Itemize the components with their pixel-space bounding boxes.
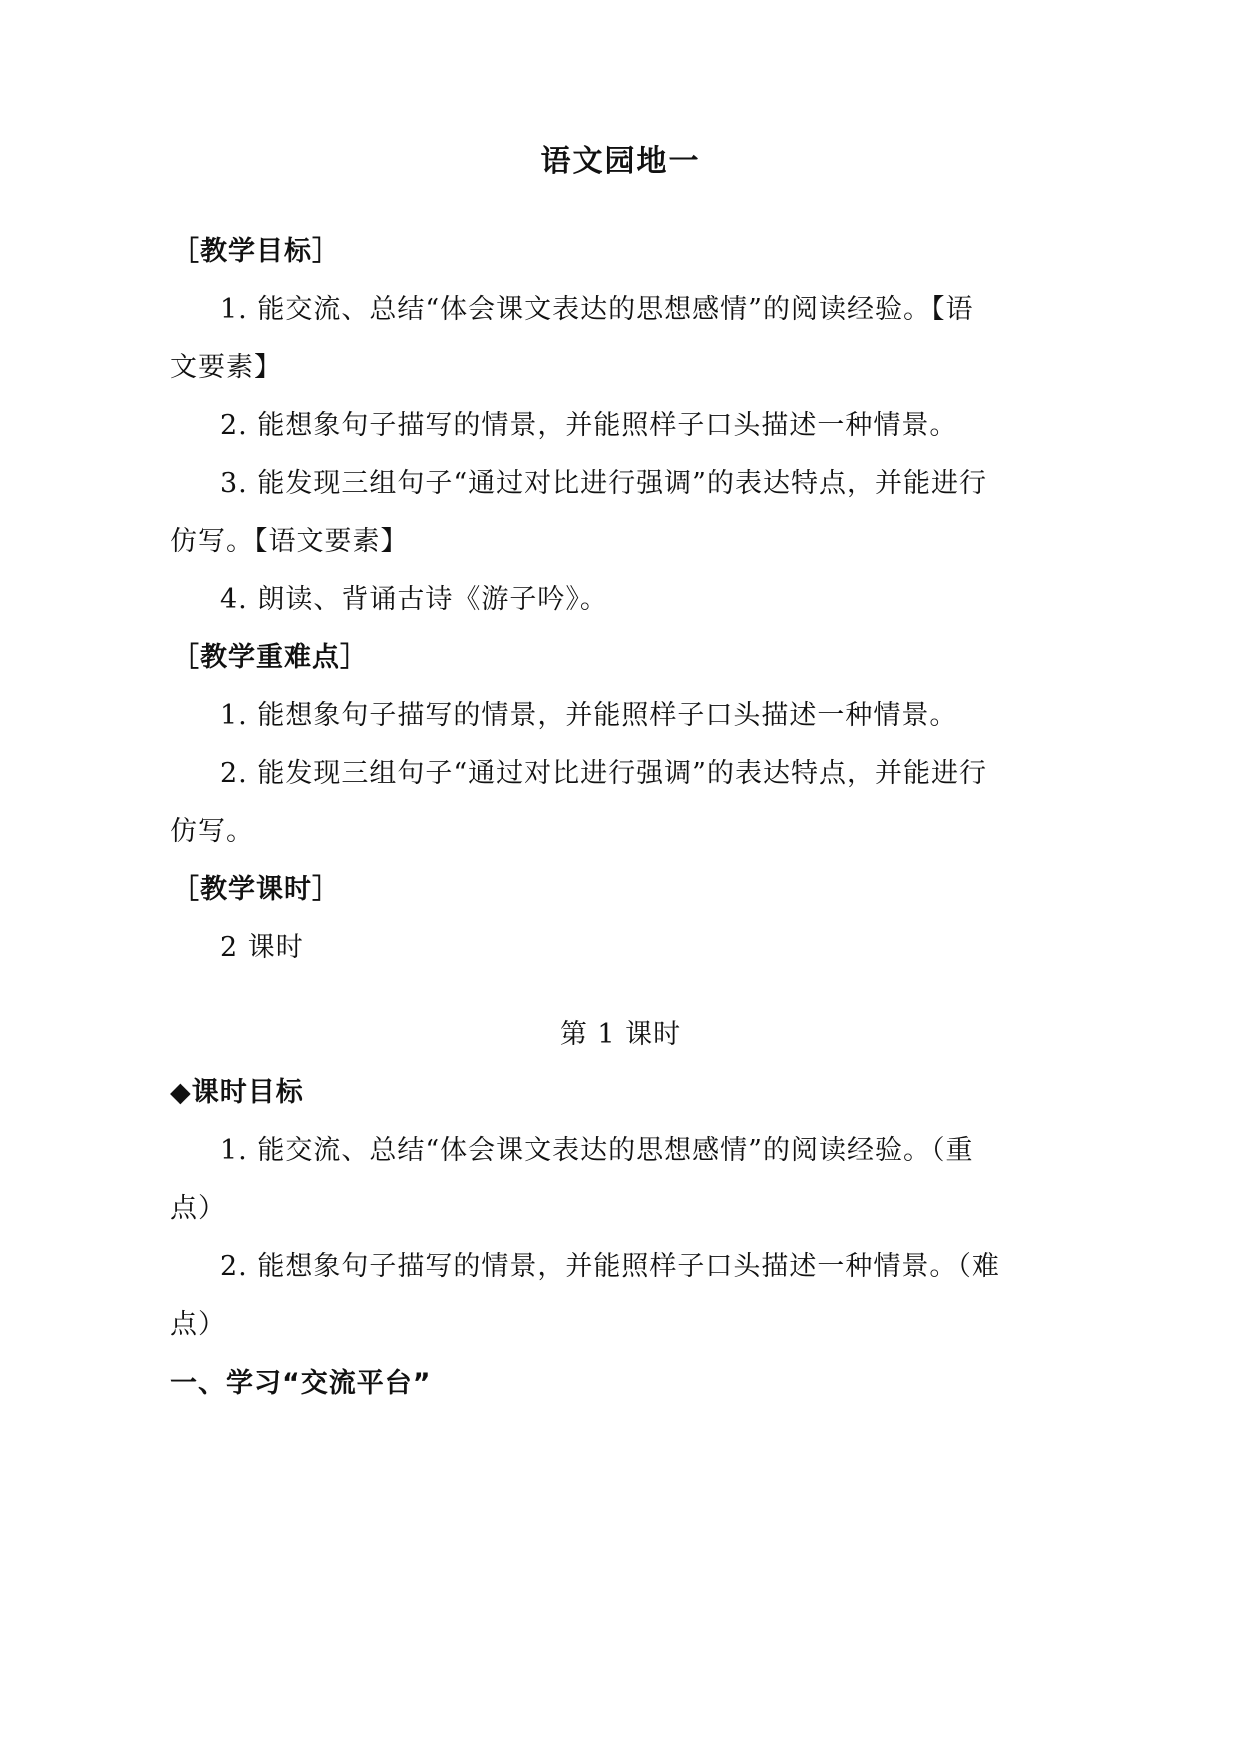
teaching-goals-heading: ［教学目标］ [172, 236, 340, 267]
class-hours-heading: ［教学课时］ [172, 874, 340, 905]
key-points-heading: ［教学重难点］ [172, 642, 368, 673]
teaching-goal-1-line2: 文要素】 [170, 352, 282, 383]
lesson1-goal-1-line1: 1. 能交流、总结“体会课文表达的思想感情”的阅读经验。（重 [220, 1135, 974, 1166]
lesson1-title: 第 1 课时 [559, 1019, 682, 1050]
lesson1-goal-2-line1: 2. 能想象句子描写的情景，并能照样子口头描述一种情景。（难 [220, 1251, 1000, 1282]
teaching-goal-3-line2: 仿写。【语文要素】 [170, 526, 409, 557]
lesson1-goals-heading: ◆课时目标 [170, 1077, 304, 1108]
section-1-heading: 一、学习“交流平台” [170, 1368, 432, 1399]
key-point-2-line2: 仿写。 [170, 816, 254, 847]
class-hours-value: 2 课时 [220, 932, 304, 963]
lesson1-goal-2-line2: 点） [170, 1309, 226, 1340]
teaching-goal-4: 4. 朗读、背诵古诗《游子吟》。 [220, 584, 608, 615]
teaching-goal-2: 2. 能想象句子描写的情景，并能照样子口头描述一种情景。 [220, 410, 958, 441]
teaching-goal-1-line1: 1. 能交流、总结“体会课文表达的思想感情”的阅读经验。【语 [220, 294, 974, 325]
key-point-2-line1: 2. 能发现三组句子“通过对比进行强调”的表达特点，并能进行 [220, 758, 987, 789]
teaching-goal-3-line1: 3. 能发现三组句子“通过对比进行强调”的表达特点，并能进行 [220, 468, 987, 499]
page-title: 语文园地一 [540, 144, 701, 179]
lesson1-goal-1-line2: 点） [170, 1193, 226, 1224]
key-point-1: 1. 能想象句子描写的情景，并能照样子口头描述一种情景。 [220, 700, 958, 731]
